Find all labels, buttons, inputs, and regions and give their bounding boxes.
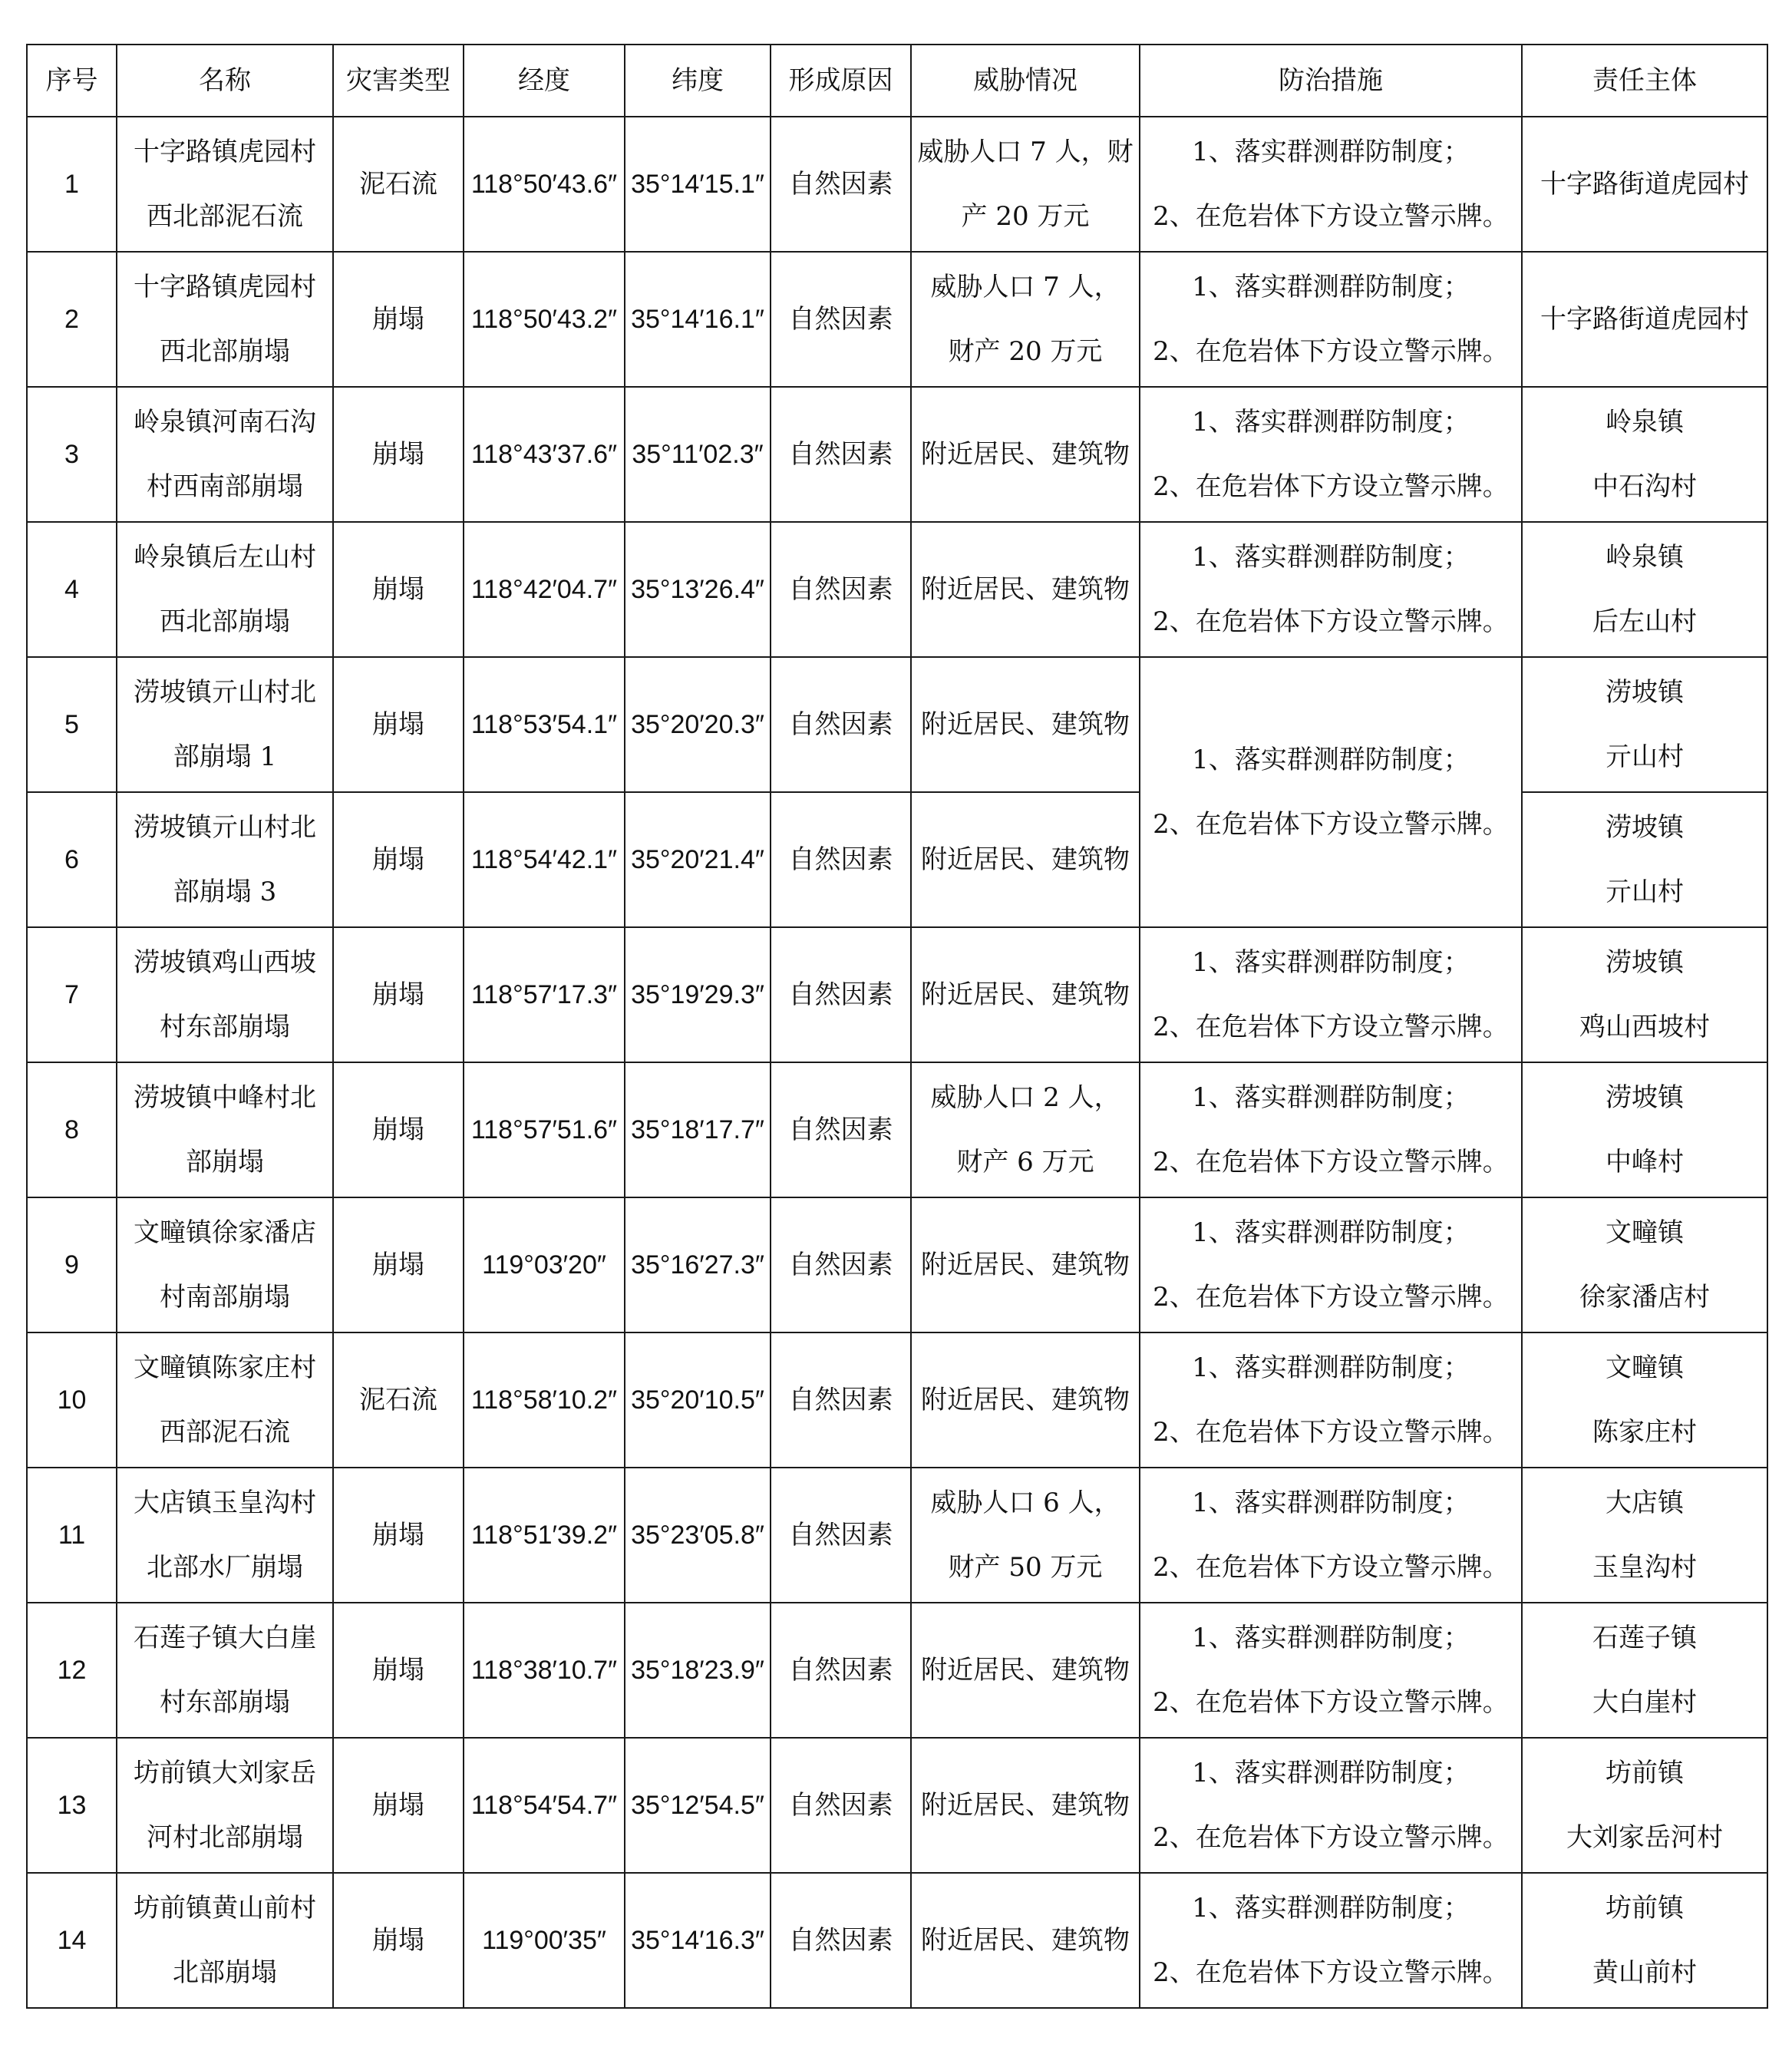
threat-line: 产 20 万元	[961, 201, 1090, 232]
threat	[911, 792, 1140, 927]
hazard-name-line: 西北部崩塌	[160, 606, 290, 637]
table-row	[27, 522, 1767, 657]
hazard-type: 崩塌	[333, 657, 464, 792]
threat	[911, 117, 1140, 252]
measures-line: 1、落实群测群防制度；	[1192, 1352, 1470, 1383]
cause: 自然因素	[771, 927, 911, 1062]
hazard-name-line: 岭泉镇后左山村	[134, 542, 316, 573]
responsible-party	[1522, 522, 1767, 657]
row-number: 6	[27, 792, 117, 927]
measures-line: 1、落实群测群防制度；	[1192, 1082, 1470, 1113]
hazard-type: 崩塌	[333, 1062, 464, 1197]
responsible-party-line: 鸡山西坡村	[1579, 1012, 1710, 1042]
table-row	[27, 1197, 1767, 1332]
hazard-type: 崩塌	[333, 1738, 464, 1873]
hazard-name	[117, 1332, 333, 1468]
longitude: 118°50′43.6″	[464, 117, 625, 252]
threat-line: 附近居民、建筑物	[921, 844, 1130, 875]
threat-line: 附近居民、建筑物	[921, 1790, 1130, 1821]
responsible-party-line: 岭泉镇	[1606, 407, 1684, 438]
threat-line: 财产 6 万元	[956, 1147, 1094, 1177]
row-number: 1	[27, 117, 117, 252]
measures-line: 2、在危岩体下方设立警示牌。	[1153, 1417, 1509, 1448]
responsible-party-line: 大白崖村	[1592, 1687, 1697, 1718]
hazard-name-line: 涝坡镇亓山村北	[134, 677, 316, 708]
row-number: 11	[27, 1468, 117, 1603]
latitude: 35°12′54.5″	[625, 1738, 771, 1873]
responsible-party-line: 玉皇沟村	[1592, 1552, 1697, 1583]
header-cause: 形成原因	[771, 45, 911, 117]
hazard-name	[117, 1197, 333, 1332]
hazard-name-line: 石莲子镇大白崖	[134, 1623, 316, 1653]
hazard-name-line: 北部崩塌	[173, 1957, 277, 1988]
cause: 自然因素	[771, 252, 911, 387]
responsible-party-line: 涝坡镇	[1606, 812, 1684, 843]
responsible-party-line: 涝坡镇	[1606, 947, 1684, 978]
cause: 自然因素	[771, 1197, 911, 1332]
measures-line: 2、在危岩体下方设立警示牌。	[1153, 809, 1509, 840]
latitude: 35°18′17.7″	[625, 1062, 771, 1197]
hazard-name-line: 西北部崩塌	[160, 336, 290, 367]
responsible-party	[1522, 387, 1767, 522]
table-row	[27, 1738, 1767, 1873]
header-measures: 防治措施	[1140, 45, 1522, 117]
responsible-party	[1522, 1197, 1767, 1332]
hazard-name	[117, 252, 333, 387]
hazard-name	[117, 1873, 333, 2008]
row-number: 14	[27, 1873, 117, 2008]
hazard-name-line: 部崩塌 3	[173, 877, 277, 907]
hazard-name-line: 涝坡镇亓山村北	[134, 812, 316, 843]
hazard-name-line: 村南部崩塌	[160, 1282, 290, 1313]
longitude: 118°50′43.2″	[464, 252, 625, 387]
longitude: 118°38′10.7″	[464, 1603, 625, 1738]
threat-line: 附近居民、建筑物	[921, 439, 1130, 470]
hazard-type: 崩塌	[333, 1468, 464, 1603]
threat	[911, 1873, 1140, 2008]
threat	[911, 1197, 1140, 1332]
threat-line: 附近居民、建筑物	[921, 709, 1130, 740]
responsible-party-line: 石莲子镇	[1592, 1623, 1697, 1653]
hazard-name	[117, 792, 333, 927]
hazard-type: 崩塌	[333, 252, 464, 387]
responsible-party-line: 亓山村	[1606, 741, 1684, 772]
responsible-party-line: 岭泉镇	[1606, 542, 1684, 573]
hazard-name	[117, 1603, 333, 1738]
hazard-name-line: 岭泉镇河南石沟	[134, 407, 316, 438]
hazard-name-line: 坊前镇黄山前村	[134, 1893, 316, 1924]
table-row	[27, 252, 1767, 387]
header-longitude: 经度	[464, 45, 625, 117]
row-number: 8	[27, 1062, 117, 1197]
hazard-name-line: 部崩塌	[186, 1147, 264, 1177]
threat-line: 附近居民、建筑物	[921, 1385, 1130, 1415]
longitude: 118°53′54.1″	[464, 657, 625, 792]
table-row	[27, 1332, 1767, 1468]
responsible-party	[1522, 927, 1767, 1062]
measures-line: 2、在危岩体下方设立警示牌。	[1153, 201, 1509, 232]
hazard-name-line: 西部泥石流	[160, 1417, 290, 1448]
cause: 自然因素	[771, 1873, 911, 2008]
responsible-party-line: 坊前镇	[1606, 1893, 1684, 1924]
table-row	[27, 1062, 1767, 1197]
measures	[1140, 387, 1522, 522]
measures-line: 1、落实群测群防制度；	[1192, 1488, 1470, 1518]
measures	[1140, 1062, 1522, 1197]
row-number: 7	[27, 927, 117, 1062]
header-owner: 责任主体	[1522, 45, 1767, 117]
responsible-party-line: 大店镇	[1606, 1488, 1684, 1518]
hazard-name-line: 北部水厂崩塌	[147, 1552, 303, 1583]
hazard-name	[117, 1468, 333, 1603]
row-number: 4	[27, 522, 117, 657]
hazard-name-line: 村东部崩塌	[160, 1012, 290, 1042]
measures	[1140, 927, 1522, 1062]
hazard-name	[117, 1738, 333, 1873]
responsible-party	[1522, 1738, 1767, 1873]
threat	[911, 927, 1140, 1062]
responsible-party-line: 黄山前村	[1592, 1957, 1697, 1988]
measures-line: 1、落实群测群防制度；	[1192, 745, 1470, 775]
responsible-party-line: 文疃镇	[1606, 1352, 1684, 1383]
measures	[1140, 1603, 1522, 1738]
measures-line: 2、在危岩体下方设立警示牌。	[1153, 1282, 1509, 1313]
latitude: 35°23′05.8″	[625, 1468, 771, 1603]
hazard-name-line: 文疃镇陈家庄村	[134, 1352, 316, 1383]
latitude: 35°16′27.3″	[625, 1197, 771, 1332]
measures-line: 2、在危岩体下方设立警示牌。	[1153, 1822, 1509, 1853]
threat-line: 威胁人口 2 人，	[930, 1082, 1120, 1113]
measures	[1140, 522, 1522, 657]
responsible-party	[1522, 1332, 1767, 1468]
hazard-type: 泥石流	[333, 1332, 464, 1468]
hazard-name	[117, 387, 333, 522]
hazard-name-line: 河村北部崩塌	[147, 1822, 303, 1853]
hazard-name-line: 涝坡镇中峰村北	[134, 1082, 316, 1113]
responsible-party-line: 涝坡镇	[1606, 1082, 1684, 1113]
header-name: 名称	[117, 45, 333, 117]
threat-line: 附近居民、建筑物	[921, 574, 1130, 605]
longitude: 118°43′37.6″	[464, 387, 625, 522]
hazard-name-line: 大店镇玉皇沟村	[134, 1488, 316, 1518]
hazard-type: 崩塌	[333, 1873, 464, 2008]
table-row	[27, 1603, 1767, 1738]
measures-line: 2、在危岩体下方设立警示牌。	[1153, 336, 1509, 367]
table-header-row	[27, 45, 1767, 117]
longitude: 119°03′20″	[464, 1197, 625, 1332]
responsible-party	[1522, 1603, 1767, 1738]
cause: 自然因素	[771, 1062, 911, 1197]
threat-line: 附近居民、建筑物	[921, 1250, 1130, 1280]
measures-line: 1、落实群测群防制度；	[1192, 542, 1470, 573]
threat-line: 威胁人口 7 人，	[930, 272, 1120, 302]
latitude: 35°11′02.3″	[625, 387, 771, 522]
table-row	[27, 387, 1767, 522]
responsible-party-line: 亓山村	[1606, 877, 1684, 907]
hazard-type: 崩塌	[333, 522, 464, 657]
responsible-party	[1522, 1468, 1767, 1603]
measures-line: 2、在危岩体下方设立警示牌。	[1153, 1147, 1509, 1177]
hazard-name-line: 村西南部崩塌	[147, 471, 303, 502]
threat-line: 威胁人口 6 人，	[930, 1488, 1120, 1518]
threat	[911, 657, 1140, 792]
threat	[911, 522, 1140, 657]
measures-line: 1、落实群测群防制度；	[1192, 1758, 1470, 1788]
measures	[1140, 1468, 1522, 1603]
longitude: 118°57′51.6″	[464, 1062, 625, 1197]
table-row	[27, 1468, 1767, 1603]
hazard-name	[117, 117, 333, 252]
hazard-name	[117, 1062, 333, 1197]
responsible-party-line: 十字路街道虎园村	[1540, 304, 1749, 335]
table-body	[27, 117, 1767, 2008]
measures	[1140, 117, 1522, 252]
measures-line: 2、在危岩体下方设立警示牌。	[1153, 471, 1509, 502]
latitude: 35°18′23.9″	[625, 1603, 771, 1738]
latitude: 35°14′15.1″	[625, 117, 771, 252]
threat	[911, 1468, 1140, 1603]
threat-line: 威胁人口 7 人，财	[917, 137, 1134, 167]
longitude: 118°54′54.7″	[464, 1738, 625, 1873]
threat	[911, 1603, 1140, 1738]
threat	[911, 1332, 1140, 1468]
table-row	[27, 657, 1767, 792]
hazard-name-line: 坊前镇大刘家岳	[134, 1758, 316, 1788]
hazard-name-line: 涝坡镇鸡山西坡	[134, 947, 316, 978]
cause: 自然因素	[771, 522, 911, 657]
header-latitude: 纬度	[625, 45, 771, 117]
threat	[911, 1062, 1140, 1197]
cause: 自然因素	[771, 1603, 911, 1738]
hazard-name-line: 西北部泥石流	[147, 201, 303, 232]
measures-line: 2、在危岩体下方设立警示牌。	[1153, 606, 1509, 637]
measures	[1140, 657, 1522, 927]
longitude: 118°57′17.3″	[464, 927, 625, 1062]
responsible-party-line: 徐家潘店村	[1579, 1282, 1710, 1313]
row-number: 9	[27, 1197, 117, 1332]
responsible-party-line: 后左山村	[1592, 606, 1697, 637]
threat-line: 附近居民、建筑物	[921, 1655, 1130, 1686]
latitude: 35°14′16.1″	[625, 252, 771, 387]
cause: 自然因素	[771, 387, 911, 522]
cause: 自然因素	[771, 657, 911, 792]
responsible-party-line: 中石沟村	[1592, 471, 1697, 502]
hazard-type: 崩塌	[333, 387, 464, 522]
table-row	[27, 117, 1767, 252]
longitude: 118°54′42.1″	[464, 792, 625, 927]
table-row	[27, 1873, 1767, 2008]
row-number: 12	[27, 1603, 117, 1738]
latitude: 35°20′21.4″	[625, 792, 771, 927]
responsible-party	[1522, 252, 1767, 387]
measures-line: 1、落实群测群防制度；	[1192, 1217, 1470, 1248]
hazard-name	[117, 927, 333, 1062]
responsible-party-line: 涝坡镇	[1606, 677, 1684, 708]
responsible-party-line: 陈家庄村	[1592, 1417, 1697, 1448]
latitude: 35°20′20.3″	[625, 657, 771, 792]
measures-line: 1、落实群测群防制度；	[1192, 947, 1470, 978]
threat-line: 财产 20 万元	[948, 336, 1103, 367]
responsible-party-line: 中峰村	[1606, 1147, 1684, 1177]
longitude: 118°51′39.2″	[464, 1468, 625, 1603]
threat-line: 财产 50 万元	[948, 1552, 1103, 1583]
responsible-party	[1522, 1062, 1767, 1197]
latitude: 35°13′26.4″	[625, 522, 771, 657]
hazard-type: 崩塌	[333, 792, 464, 927]
measures-line: 1、落实群测群防制度；	[1192, 272, 1470, 302]
table-row	[27, 927, 1767, 1062]
latitude: 35°14′16.3″	[625, 1873, 771, 2008]
responsible-party-line: 大刘家岳河村	[1566, 1822, 1723, 1853]
responsible-party	[1522, 657, 1767, 792]
row-number: 13	[27, 1738, 117, 1873]
responsible-party	[1522, 1873, 1767, 2008]
responsible-party-line: 坊前镇	[1606, 1758, 1684, 1788]
hazard-name	[117, 522, 333, 657]
threat-line: 附近居民、建筑物	[921, 1925, 1130, 1956]
cause: 自然因素	[771, 1738, 911, 1873]
measures	[1140, 1197, 1522, 1332]
measures-line: 2、在危岩体下方设立警示牌。	[1153, 1012, 1509, 1042]
row-number: 10	[27, 1332, 117, 1468]
hazard-type: 崩塌	[333, 1197, 464, 1332]
measures-line: 1、落实群测群防制度；	[1192, 1893, 1470, 1924]
cause: 自然因素	[771, 1332, 911, 1468]
measures-line: 2、在危岩体下方设立警示牌。	[1153, 1957, 1509, 1988]
header-type: 灾害类型	[333, 45, 464, 117]
threat-line: 附近居民、建筑物	[921, 979, 1130, 1010]
longitude: 118°58′10.2″	[464, 1332, 625, 1468]
hazard-name	[117, 657, 333, 792]
longitude: 118°42′04.7″	[464, 522, 625, 657]
hazard-type: 泥石流	[333, 117, 464, 252]
threat	[911, 1738, 1140, 1873]
measures	[1140, 1738, 1522, 1873]
measures	[1140, 1873, 1522, 2008]
responsible-party	[1522, 117, 1767, 252]
measures-line: 2、在危岩体下方设立警示牌。	[1153, 1552, 1509, 1583]
cause: 自然因素	[771, 117, 911, 252]
hazard-table	[26, 44, 1768, 2009]
measures	[1140, 1332, 1522, 1468]
responsible-party-line: 十字路街道虎园村	[1540, 169, 1749, 200]
measures-line: 1、落实群测群防制度；	[1192, 407, 1470, 438]
responsible-party	[1522, 792, 1767, 927]
header-no: 序号	[27, 45, 117, 117]
hazard-name-line: 十字路镇虎园村	[134, 272, 316, 302]
responsible-party-line: 文疃镇	[1606, 1217, 1684, 1248]
measures-line: 2、在危岩体下方设立警示牌。	[1153, 1687, 1509, 1718]
row-number: 3	[27, 387, 117, 522]
hazard-type: 崩塌	[333, 927, 464, 1062]
cause: 自然因素	[771, 792, 911, 927]
latitude: 35°19′29.3″	[625, 927, 771, 1062]
row-number: 5	[27, 657, 117, 792]
hazard-type: 崩塌	[333, 1603, 464, 1738]
cause: 自然因素	[771, 1468, 911, 1603]
header-threat: 威胁情况	[911, 45, 1140, 117]
latitude: 35°20′10.5″	[625, 1332, 771, 1468]
row-number: 2	[27, 252, 117, 387]
measures-line: 1、落实群测群防制度；	[1192, 137, 1470, 167]
hazard-name-line: 部崩塌 1	[173, 741, 277, 772]
measures-line: 1、落实群测群防制度；	[1192, 1623, 1470, 1653]
measures	[1140, 252, 1522, 387]
threat	[911, 387, 1140, 522]
longitude: 119°00′35″	[464, 1873, 625, 2008]
hazard-name-line: 文疃镇徐家潘店	[134, 1217, 316, 1248]
hazard-name-line: 十字路镇虎园村	[134, 137, 316, 167]
threat	[911, 252, 1140, 387]
hazard-name-line: 村东部崩塌	[160, 1687, 290, 1718]
